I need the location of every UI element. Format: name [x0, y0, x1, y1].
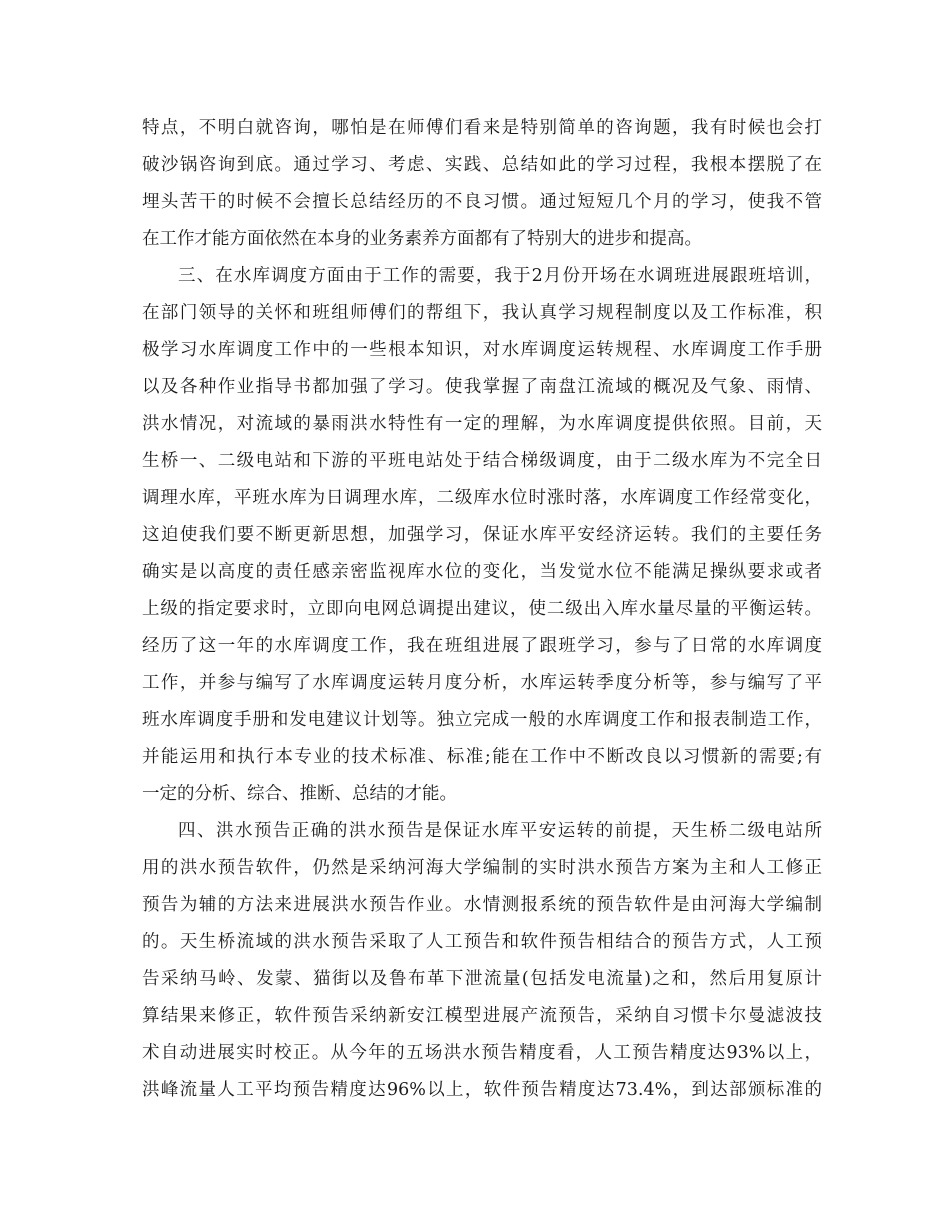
text-line: 确实是以高度的责任感亲密监视库水位的变化，当发觉水位不能满足操纵要求或者: [142, 562, 822, 582]
text-line: 工作，并参与编写了水库调度运转月度分析，水库运转季度分析等，参与编写了平: [142, 673, 822, 693]
text-line: 破沙锅咨询到底。通过学习、考虑、实践、总结如此的学习过程，我根本摆脱了在: [142, 155, 822, 175]
text-line: 告采纳马岭、发蒙、猫街以及鲁布革下泄流量(包括发电流量)之和，然后用复原计: [142, 969, 822, 989]
text-line: 在部门领导的关怀和班组师傅们的帮组下，我认真学习规程制度以及工作标准，积: [142, 303, 822, 323]
text-line: 上级的指定要求时，立即向电网总调提出建议，使二级出入库水量尽量的平衡运转。: [142, 599, 822, 619]
text-line: 生桥一、二级电站和下游的平班电站处于结合梯级调度，由于二级水库为不完全日: [142, 451, 822, 471]
text-line: 洪峰流量人工平均预告精度达96%以上，软件预告精度达73.4%，到达部颁标准的: [142, 1080, 822, 1100]
text-line: 一定的分析、综合、推断、总结的才能。: [142, 784, 457, 804]
text-line: 这迫使我们要不断更新思想，加强学习，保证水库平安经济运转。我们的主要任务: [142, 525, 822, 545]
text-line: 的。天生桥流域的洪水预告采取了人工预告和软件预告相结合的预告方式，人工预: [142, 932, 822, 952]
text-line: 在工作才能方面依然在本身的业务素养方面都有了特别大的进步和提高。: [142, 229, 702, 249]
text-line: 班水库调度手册和发电建议计划等。独立完成一般的水库调度工作和报表制造工作，: [142, 710, 822, 730]
text-line: 预告为辅的方法来进展洪水预告作业。水情测报系统的预告软件是由河海大学编制: [142, 895, 822, 915]
text-line: 极学习水库调度工作中的一些根本知识，对水库调度运转规程、水库调度工作手册: [142, 340, 822, 360]
text-line: 算结果来修正，软件预告采纳新安江模型进展产流预告，采纳自习惯卡尔曼滤波技: [142, 1006, 822, 1026]
text-line: 并能运用和执行本专业的技术标准、标准;能在工作中不断改良以习惯新的需要;有: [142, 747, 822, 767]
text-line: 以及各种作业指导书都加强了学习。使我掌握了南盘江流域的概况及气象、雨情、: [142, 377, 822, 397]
text-line: 术自动进展实时校正。从今年的五场洪水预告精度看，人工预告精度达93%以上，: [142, 1043, 822, 1063]
text-line: 四、洪水预告正确的洪水预告是保证水库平安运转的前提，天生桥二级电站所: [178, 821, 822, 841]
text-line: 经历了这一年的水库调度工作，我在班组进展了跟班学习，参与了日常的水库调度: [142, 636, 822, 656]
text-line: 洪水情况，对流域的暴雨洪水特性有一定的理解，为水库调度提供依照。目前，天: [142, 414, 822, 434]
text-line: 调理水库，平班水库为日调理水库，二级库水位时涨时落，水库调度工作经常变化，: [142, 488, 822, 508]
text-line: 特点，不明白就咨询，哪怕是在师傅们看来是特别简单的咨询题，我有时候也会打: [142, 118, 822, 138]
text-line: 三、在水库调度方面由于工作的需要，我于2月份开场在水调班进展跟班培训，: [178, 266, 822, 286]
text-line: 埋头苦干的时候不会擅长总结经历的不良习惯。通过短短几个月的学习，使我不管: [142, 192, 822, 212]
text-line: 用的洪水预告软件，仍然是采纳河海大学编制的实时洪水预告方案为主和人工修正: [142, 858, 822, 878]
